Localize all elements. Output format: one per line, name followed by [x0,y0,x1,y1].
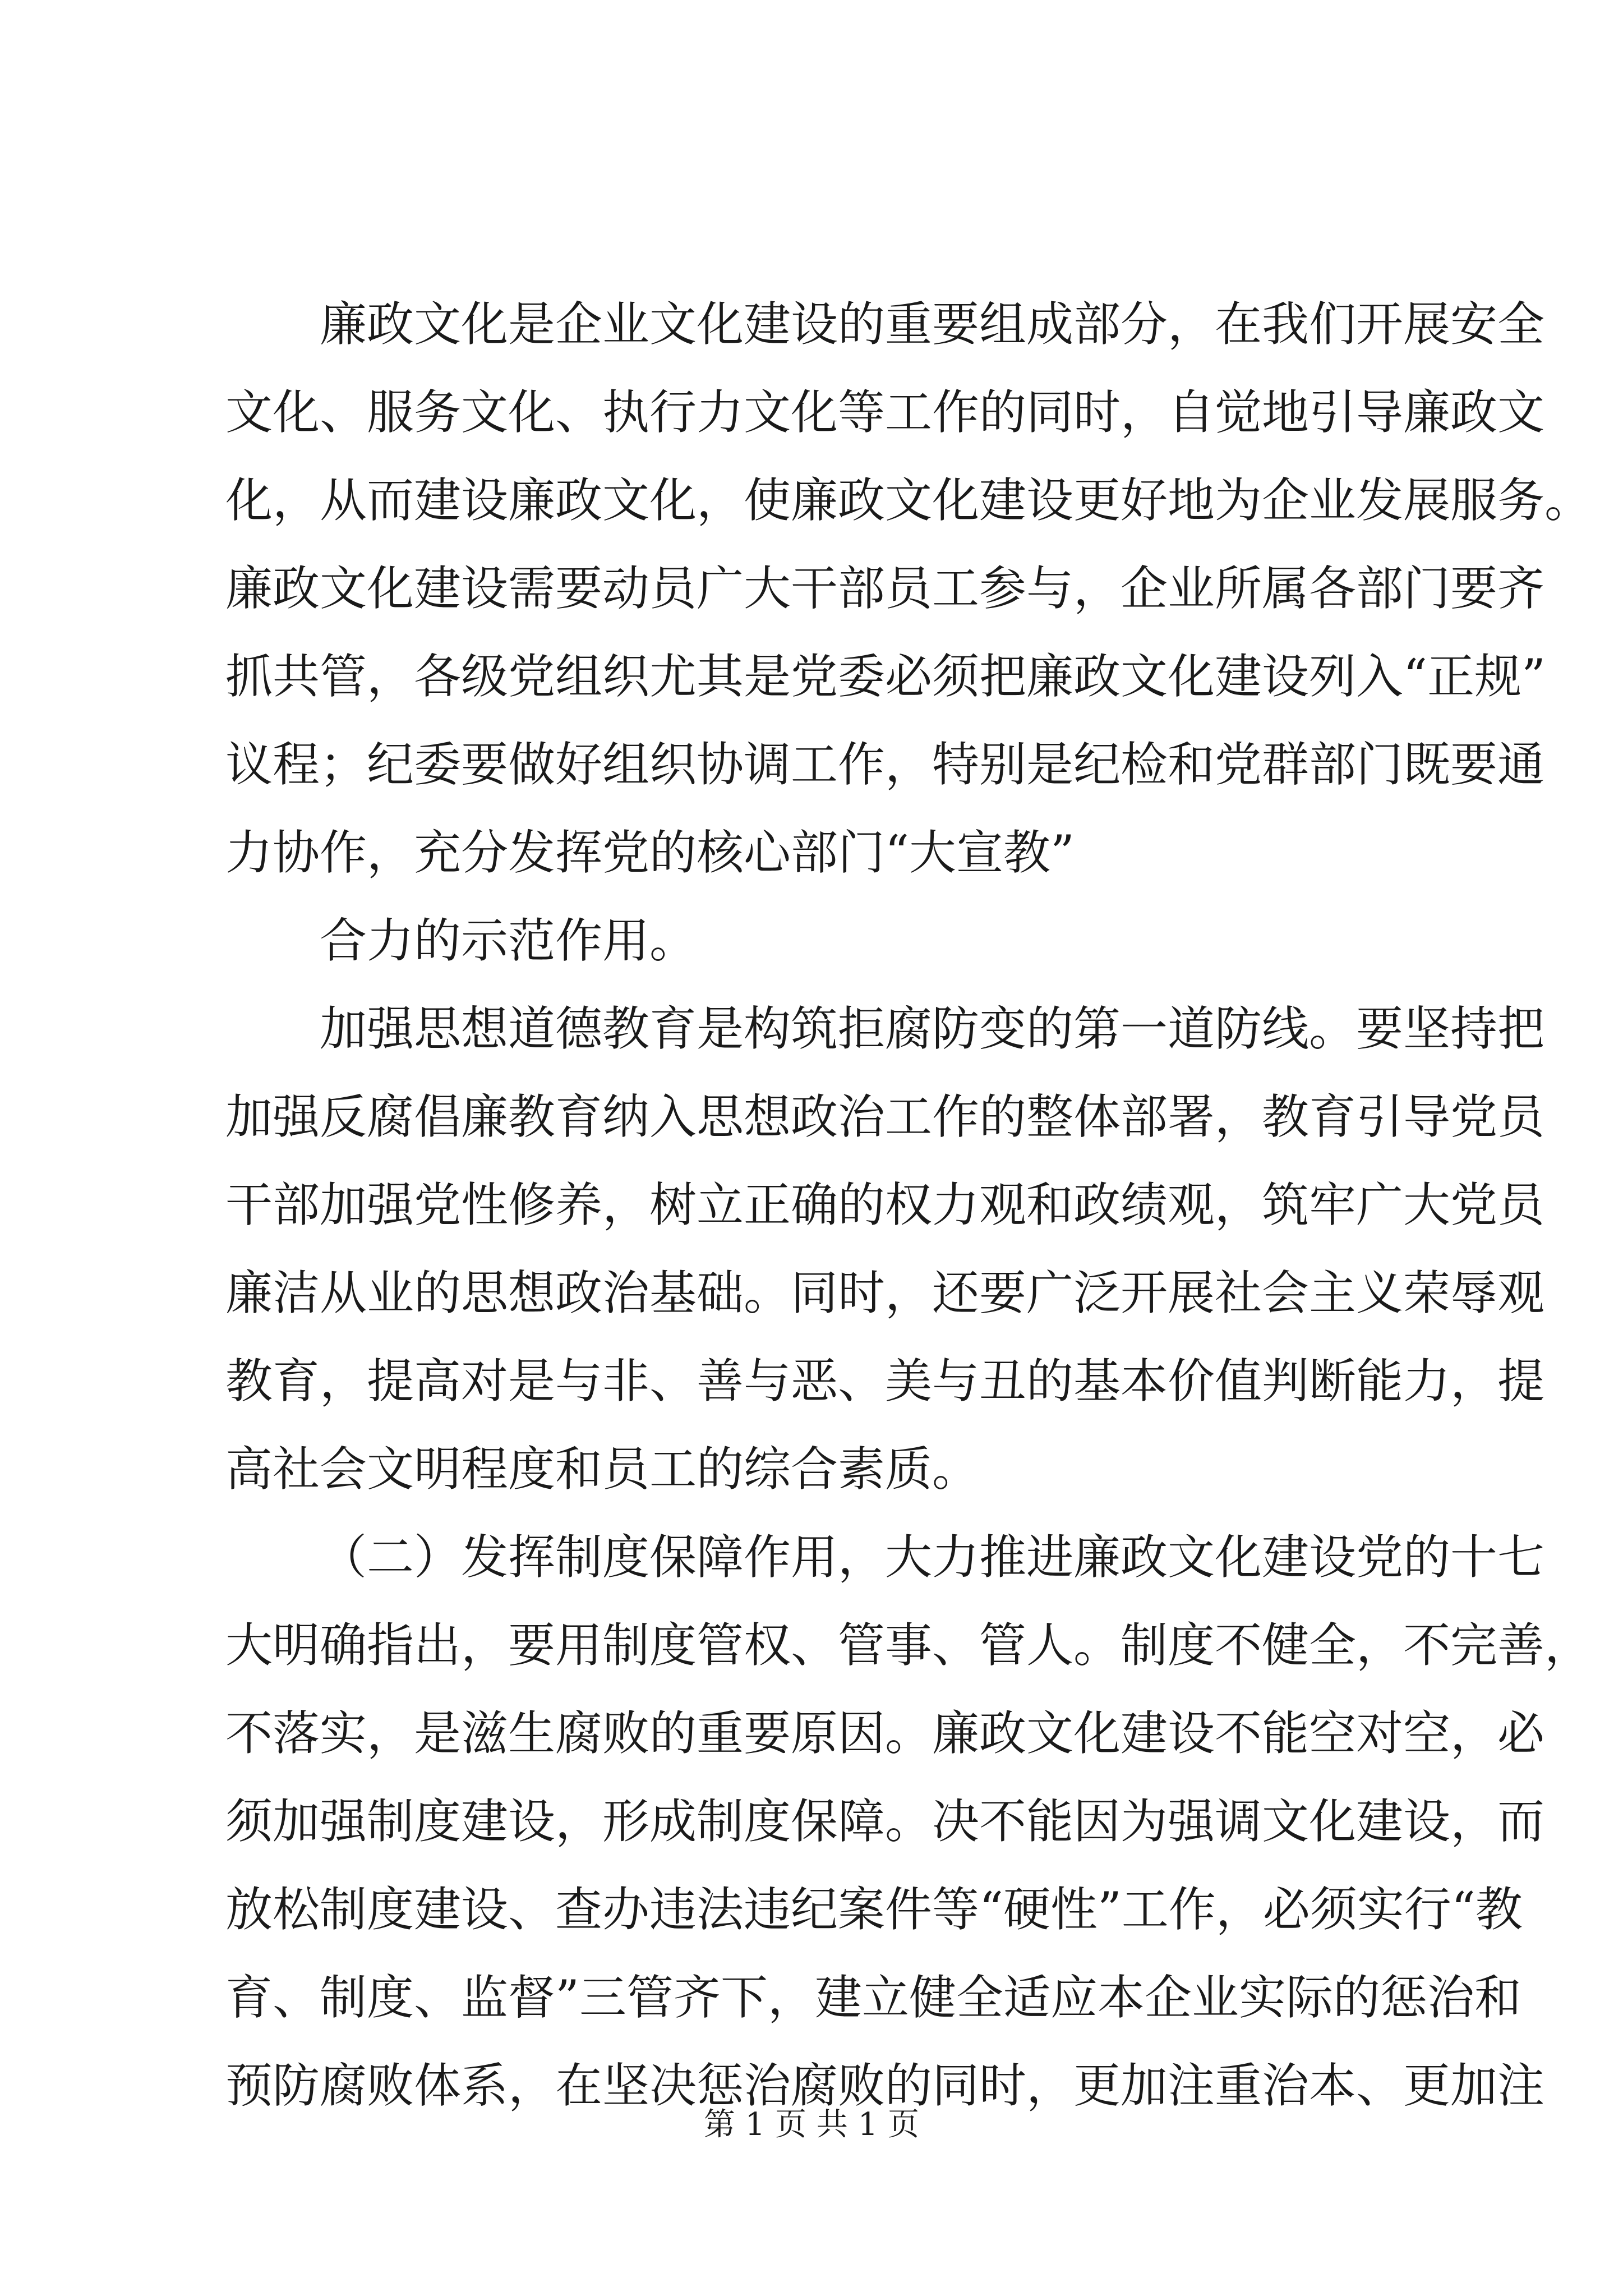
text-line: 高社会文明程度和员工的综合素质。 [225,1442,980,1497]
text-line: 廉政文化是企业文化建设的重要组成部分，在我们开展安全 [320,297,1545,352]
text-line: 廉洁从业的思想政治基础。同时，还要广泛开展社会主义荣辱观 [225,1266,1545,1320]
text-line: 不落实，是滋生腐败的重要原因。廉政文化建设不能空对空，必 [225,1706,1545,1761]
text-line: 合力的示范作用。 [320,913,697,968]
text-line: 预防腐败体系，在坚决惩治腐败的同时，更加注重治本、更加注 [225,2058,1545,2113]
text-line: 加强思想道德教育是构筑拒腐防变的第一道防线。要坚持把 [320,1001,1545,1056]
text-line: 教育，提高对是与非、善与恶、美与丑的基本价值判断能力，提 [225,1354,1545,1409]
text-line: 干部加强党性修养，树立正确的权力观和政绩观，筑牢广大党员 [225,1177,1545,1232]
text-line: 化，从而建设廉政文化，使廉政文化建设更好地为企业发展服务。 [225,473,1592,528]
text-line: （二）发挥制度保障作用，大力推进廉政文化建设党的十七 [320,1530,1545,1585]
text-line: 廉政文化建设需要动员广大干部员工参与，企业所属各部门要齐 [225,561,1545,616]
text-line: 加强反腐倡廉教育纳入思想政治工作的整体部署，教育引导党员 [225,1089,1545,1144]
document-body [225,280,1592,2130]
text-line: 文化、服务文化、执行力文化等工作的同时，自觉地引导廉政文 [225,385,1545,440]
text-line: 抓共管，各级党组织尤其是党委必须把廉政文化建设列入“正规” [225,649,1546,704]
paragraph-3 [225,985,1545,1513]
paragraph-1 [225,280,1592,897]
text-line: 放松制度建设、查办违法违纪案件等“硬性”工作，必须实行“教 [225,1882,1523,1937]
paragraph-2 [225,897,1420,985]
text-line: 议程；纪委要做好组织协调工作，特别是纪检和党群部门既要通 [225,737,1545,792]
text-line: 育、制度、监督”三管齐下，建立健全适应本企业实际的惩治和 [225,1970,1521,2025]
text-line: 力协作，充分发挥党的核心部门“大宣教” [225,825,1075,880]
text-line: 须加强制度建设，形成制度保障。决不能因为强调文化建设，而 [225,1794,1545,1849]
page-number-footer: 第 1 页 共 1 页 [703,2106,920,2143]
text-line: 大明确指出，要用制度管权、管事、管人。制度不健全，不完善， [225,1618,1592,1673]
paragraph-4 [225,1513,1592,2130]
